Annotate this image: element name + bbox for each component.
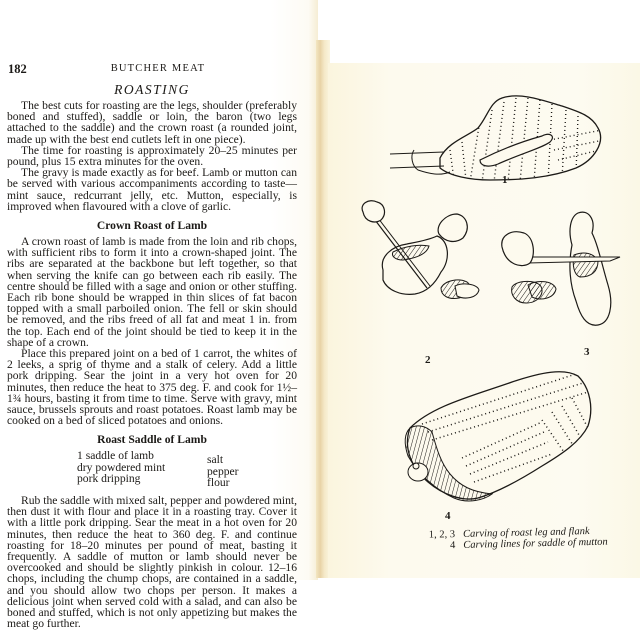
figure-label: 1 [502,174,508,186]
figure-label: 2 [425,354,431,366]
caption-text: Carving of roast leg and flank [462,526,590,540]
ingredient: 1 saddle of lamb [77,449,154,463]
paragraph: The time for roasting is approximately 20–25 minutes per pound, plus 15 extra minutes for the oven. [7,143,297,169]
caption-figure-numbers: 1, 2, 3 [428,529,456,541]
figure-1-roast-leg-illustration [370,80,610,190]
ingredient-column-right [207,450,307,489]
paragraph: Place this prepared joint on a bed of 1 carrot, the whites of 2 leeks, a sprig of thyme and a stalk of celery. Add a little pork dripping. Sear the joint in a very hot oven for 20 minutes, then reduce the heat to 375 deg. F. and cook for 1½–1¾ hours, basting it from time to time. Serve with gravy, mint sauce, brussels sprouts and roast potatoes. Roast lamb may be cooked on a bed of sliced potatoes and onions. [7,347,297,428]
paragraph: Rub the saddle with mixed salt, pepper and powdered mint, then dust it with flour and place it in a roasting tray. Cover it with a little pork dripping. Sear the meat in a hot oven for 20 minutes, then reduce the heat to 360 deg. F. and continue roasting for 18–20 minutes per pound of meat, basting it frequently. A saddle of mutton or lamb should never be overcooked and should be slightly pinkish in colour. 12–16 chops, including the chump chops, are contained in a saddle, and you should allow two chops per person. It makes a delicious joint when served cold with a salad, and can also be boned and stuffed, which is not only appetizing but makes the meat go further. [7,493,297,631]
ingredient: salt [207,453,224,467]
figure-label: 3 [584,346,590,358]
paragraph: The best cuts for roasting are the legs, shoulder (preferably boned and stuffed), saddle or loin, the baron (two legs attached to the saddle) and the crown roast (a rounded joint, made up with the best end cutlets left in one piece). [7,99,297,146]
caption-text: Carving lines for saddle of mutton [463,536,608,551]
figure-4-saddle-illustration [392,362,602,512]
paragraph: The gravy is made exactly as for beef. Lamb or mutton can be served with various accompaniments according to taste—mint sauce, redcurrant jelly, etc. Mutton, especially, is improved when flavoured with a clove of garlic. [7,166,297,213]
figure-label: 4 [445,510,451,522]
figure-captions [415,525,615,552]
ingredient: flour [207,476,230,490]
recipe-title-crown-roast: Crown Roast of Lamb [96,219,208,233]
recipe-title-saddle: Roast Saddle of Lamb [97,433,207,447]
running-head [8,62,308,80]
section-title: ROASTING [114,82,190,97]
ingredient: pepper [207,464,239,478]
paragraph: A crown roast of lamb is made from the loin and rib chops, with sufficient ribs to form it into a crown-shaped joint. The ribs are separated at the backbone but left together, so that when serving the knife can go between each rib easily. The centre should be filled with a sage and onion or other stuffing. Each rib bone should be wrapped in thin slices of fat bacon topped with a small parboiled onion. The fell or skin should be removed, and the ribs freed of all fat and meat 1 in. from the top. Each end of the joint should be tied to keep it in the shape of a crown. [7,235,297,349]
ingredient: dry powdered mint [77,460,166,474]
figure-3-carving-flank-illustration [498,205,623,335]
left-text-column [7,81,297,629]
ingredient-column-left [77,450,207,489]
page-number: 182 [8,62,27,76]
figure-2-carving-leg-illustration [355,200,485,315]
ingredient: pork dripping [77,472,141,486]
running-title: BUTCHER MEAT [110,63,206,74]
caption-figure-numbers: 4 [449,540,456,552]
ingredient-list [77,450,297,489]
